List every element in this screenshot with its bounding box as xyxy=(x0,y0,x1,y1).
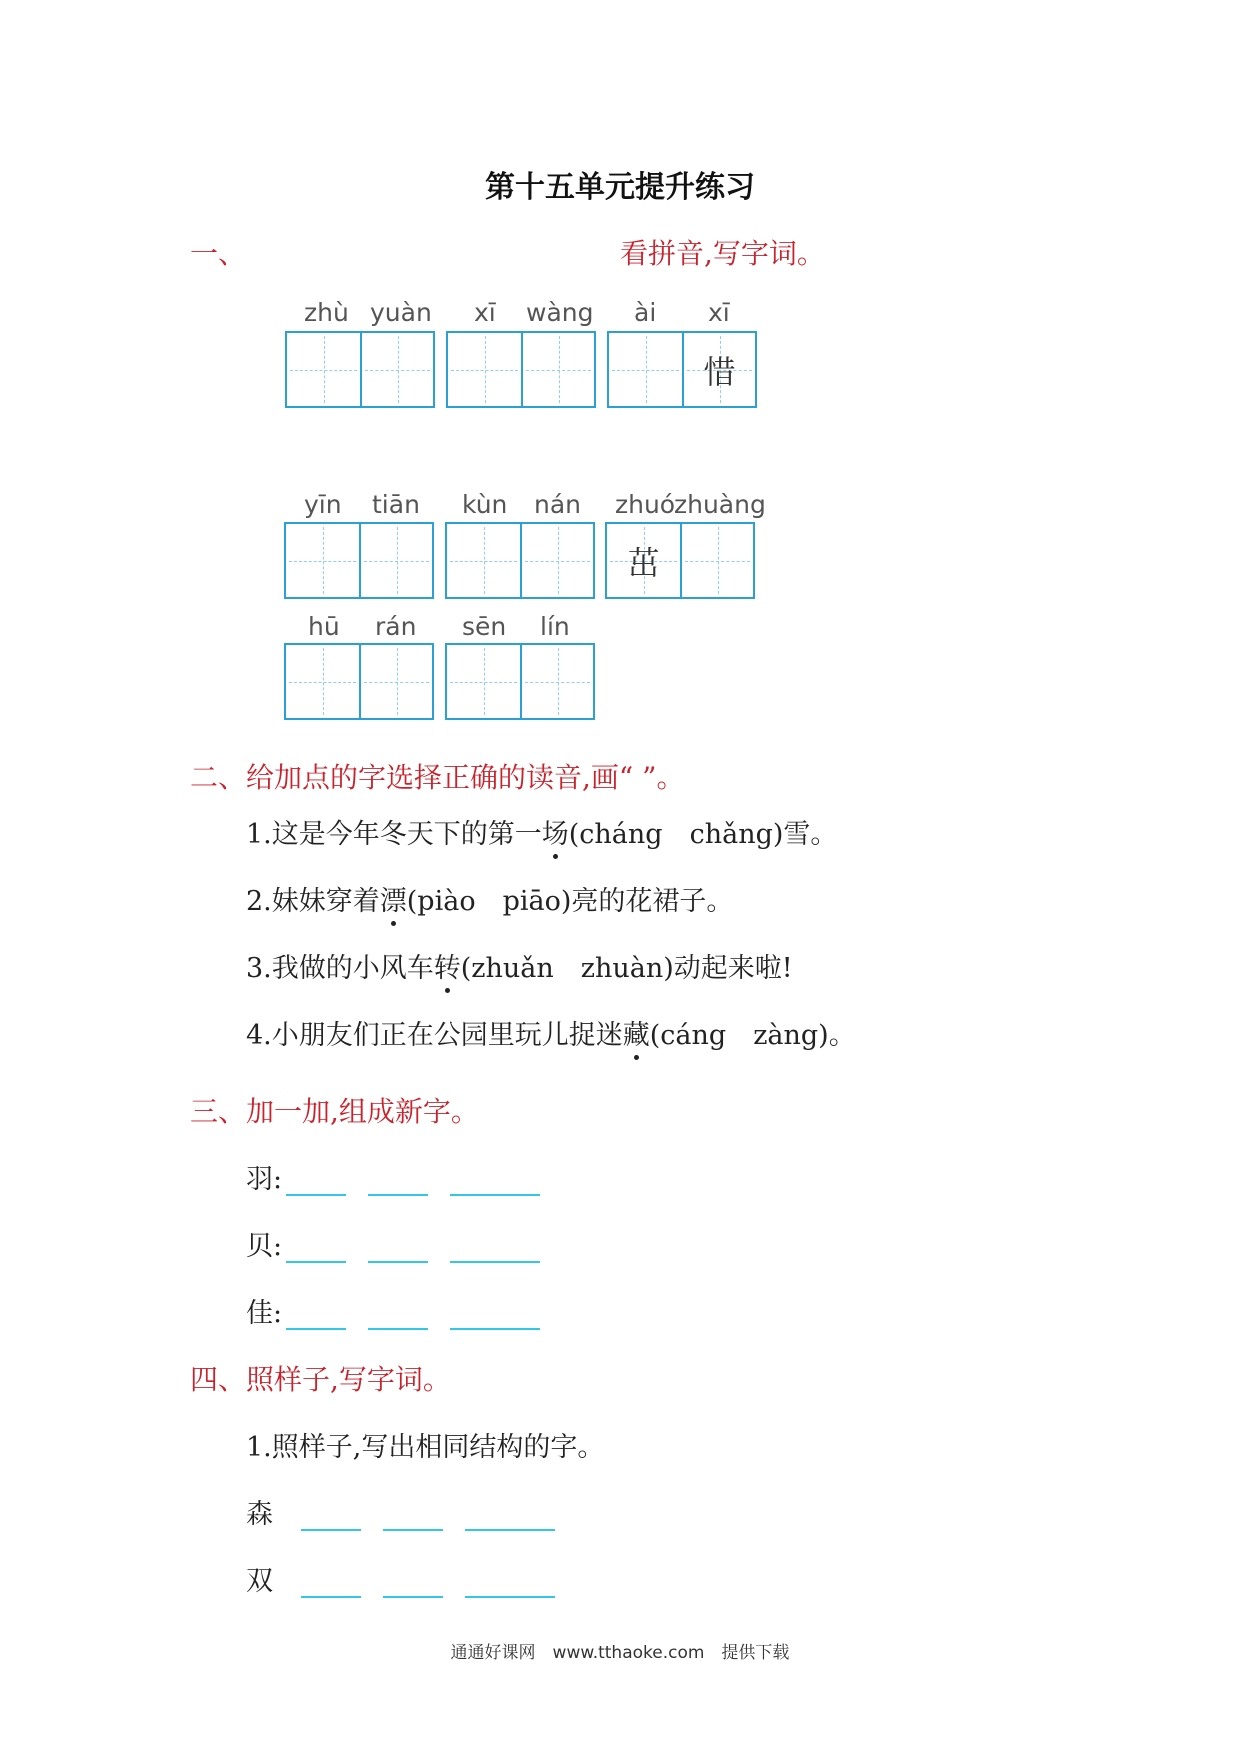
char-grid-group xyxy=(445,522,595,599)
page-title: 第十五单元提升练习 xyxy=(485,170,755,205)
char-cell[interactable] xyxy=(680,524,753,597)
char-grid-group xyxy=(446,331,596,408)
q3-row xyxy=(246,1224,540,1263)
answer-blank[interactable] xyxy=(450,1233,540,1263)
pinyin-label: xī xyxy=(474,298,496,327)
q3-label: 佳: xyxy=(246,1298,283,1329)
pinyin-label: tiān xyxy=(372,490,420,519)
answer-blank[interactable] xyxy=(368,1166,428,1196)
q2-item: 1.这是今年冬天下的第一场(cháng chǎng)雪。 xyxy=(246,812,837,851)
char-cell[interactable]: 惜 xyxy=(682,333,755,406)
pinyin-label: zhù xyxy=(304,298,349,327)
pinyin-label: lín xyxy=(540,612,570,641)
footer-text: 通通好课网 www.tthaoke.com 提供下载 xyxy=(450,1643,790,1663)
char-cell[interactable] xyxy=(520,524,593,597)
char-grid-group xyxy=(607,331,757,408)
pinyin-label: zhuó xyxy=(615,490,676,519)
char-cell[interactable] xyxy=(447,645,520,718)
answer-blank[interactable] xyxy=(286,1166,346,1196)
pinyin-label: nán xyxy=(534,490,582,519)
char-cell[interactable] xyxy=(287,333,360,406)
answer-blank[interactable] xyxy=(450,1300,540,1330)
answer-blank[interactable] xyxy=(465,1568,555,1598)
pinyin-label: sēn xyxy=(462,612,507,641)
dotted-char: 藏 xyxy=(623,1013,650,1052)
q3-row xyxy=(246,1291,540,1330)
char-grid-group xyxy=(285,331,435,408)
char-cell[interactable] xyxy=(359,524,432,597)
answer-blank[interactable] xyxy=(301,1568,361,1598)
pinyin-label: ài xyxy=(634,298,657,327)
char-cell[interactable] xyxy=(286,524,359,597)
dotted-char: 转 xyxy=(434,946,461,985)
q4-instruction: 1.照样子,写出相同结构的字。 xyxy=(246,1432,605,1463)
char-cell[interactable] xyxy=(359,645,432,718)
pinyin-label: hū xyxy=(308,612,340,641)
section-1-number: 一、 xyxy=(190,237,247,270)
dotted-char: 场 xyxy=(542,812,569,851)
q4-example-char: 双 xyxy=(246,1566,273,1597)
pinyin-label: wàng xyxy=(526,298,594,327)
section-3-heading: 三、加一加,组成新字。 xyxy=(190,1095,479,1128)
section-2-heading: 二、给加点的字选择正确的读音,画“ ”。 xyxy=(190,761,685,794)
pinyin-label: yīn xyxy=(304,490,342,519)
q3-label: 贝: xyxy=(246,1231,283,1262)
char-cell[interactable] xyxy=(360,333,433,406)
dotted-char: 漂 xyxy=(380,879,407,918)
char-cell[interactable] xyxy=(520,645,593,718)
char-cell[interactable] xyxy=(448,333,521,406)
q2-item: 3.我做的小风车转(zhuǎn zhuàn)动起来啦! xyxy=(246,946,793,985)
answer-blank[interactable] xyxy=(383,1568,443,1598)
char-cell[interactable] xyxy=(447,524,520,597)
q4-example-char: 森 xyxy=(246,1499,273,1530)
q2-item: 4.小朋友们正在公园里玩儿捉迷藏(cáng zàng)。 xyxy=(246,1013,856,1052)
section-1-heading: 看拼音,写字词。 xyxy=(620,237,825,270)
pinyin-label: kùn xyxy=(462,490,508,519)
answer-blank[interactable] xyxy=(383,1501,443,1531)
char-grid-group xyxy=(605,522,755,599)
answer-blank[interactable] xyxy=(368,1233,428,1263)
pinyin-label: xī xyxy=(708,298,730,327)
pinyin-label: rán xyxy=(375,612,417,641)
answer-blank[interactable] xyxy=(465,1501,555,1531)
answer-blank[interactable] xyxy=(286,1300,346,1330)
q3-row xyxy=(246,1157,540,1196)
char-cell[interactable] xyxy=(521,333,594,406)
q2-item: 2.妹妹穿着漂(piào piāo)亮的花裙子。 xyxy=(246,879,733,918)
char-grid-group xyxy=(284,643,434,720)
q4-row xyxy=(246,1559,555,1598)
answer-blank[interactable] xyxy=(301,1501,361,1531)
char-cell[interactable] xyxy=(609,333,682,406)
char-cell[interactable] xyxy=(286,645,359,718)
char-grid-group xyxy=(445,643,595,720)
q3-label: 羽: xyxy=(246,1164,283,1195)
answer-blank[interactable] xyxy=(450,1166,540,1196)
q4-row xyxy=(246,1492,555,1531)
answer-blank[interactable] xyxy=(286,1233,346,1263)
section-4-heading: 四、照样子,写字词。 xyxy=(190,1363,451,1396)
char-cell[interactable]: 茁 xyxy=(607,524,680,597)
char-grid-group xyxy=(284,522,434,599)
pinyin-label: zhuàng xyxy=(674,490,766,519)
pinyin-label: yuàn xyxy=(370,298,432,327)
answer-blank[interactable] xyxy=(368,1300,428,1330)
